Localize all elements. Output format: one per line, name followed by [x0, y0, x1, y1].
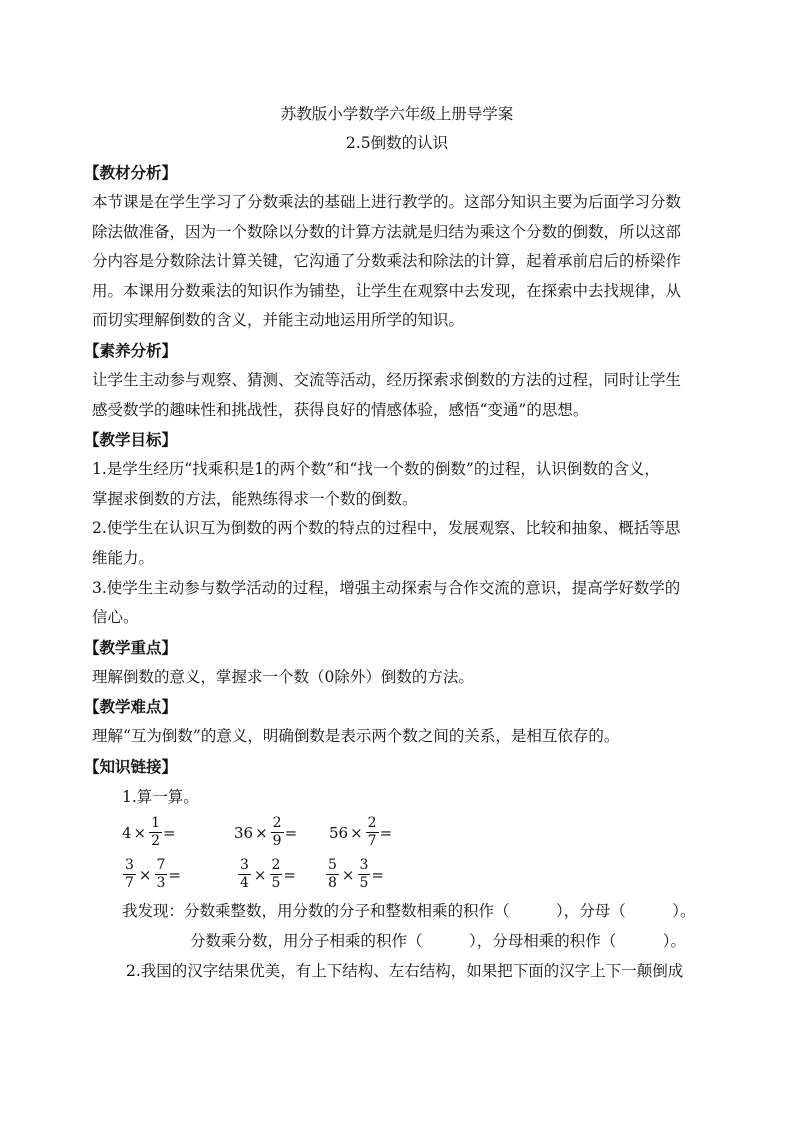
fraction	[155, 857, 168, 892]
text-line: 1.是学生经历“找乘积是1的两个数”和“找一个数的倒数”的过程，认识倒数的含义，	[92, 460, 660, 479]
numerator: 2	[271, 857, 281, 874]
heading-nandian: 【教学难点】	[84, 697, 178, 717]
fraction	[270, 857, 283, 892]
denominator: 7	[367, 833, 377, 850]
equals-sign: =	[284, 823, 298, 842]
numerator: 2	[272, 815, 282, 832]
equals-sign: =	[371, 865, 384, 884]
text-line: 本节课是在学生学习了分数乘法的基础上进行教学的。这部分知识主要为后面学习分数	[92, 193, 682, 211]
document-page	[84, 100, 704, 986]
doc-subtitle: 2.5倒数的认识	[345, 134, 449, 152]
numerator: 5	[328, 857, 337, 874]
fraction	[149, 815, 162, 850]
times-sign: ×	[255, 823, 268, 842]
para-jiaocai	[92, 188, 704, 336]
numerator: 1	[151, 815, 161, 832]
text-line: 理解倒数的意义，掌握求一个数（0除外）倒数的方法。	[92, 667, 474, 686]
equals-sign: =	[283, 865, 296, 884]
question-2: 2.我国的汉字结果优美，有上下结构、左右结构，如果把下面的汉字上下一颠倒成	[126, 961, 684, 980]
text-line: 用。本课用分数乘法的知识作为铺垫，让学生在观察中去发现，在探索中去找规律，从	[92, 281, 682, 300]
equals-sign: =	[379, 823, 393, 842]
para-suyang	[92, 366, 704, 425]
integer: 36	[234, 823, 254, 842]
text-line: 维能力。	[92, 548, 155, 567]
fraction	[271, 815, 284, 850]
heading-suyang: 【素养分析】	[84, 340, 178, 360]
fraction	[238, 857, 251, 892]
text-line: 3.使学生主动参与数学活动的过程，增强主动探索与合作交流的意识，提高学好数学的	[92, 578, 681, 597]
fraction	[326, 857, 339, 892]
finding-1: 我发现：分数乘整数，用分数的分子和整数相乘的积作（ ），分母（ ）。	[122, 901, 696, 920]
denominator: 3	[156, 875, 166, 892]
integer: 56	[329, 823, 349, 842]
text-line: 感受数学的趣味性和挑战性，获得良好的情感体验，感悟“变通”的思想。	[92, 400, 589, 419]
para-zhongdian	[92, 663, 704, 693]
question-1: 1.算一算。	[122, 787, 199, 806]
denominator: 9	[272, 833, 282, 850]
times-sign: ×	[133, 823, 147, 842]
denominator: 8	[328, 875, 337, 892]
finding-2: 分数乘分数，用分子相乘的积作（ ），分母相乘的积作（ ）。	[190, 931, 687, 950]
numerator: 2	[367, 815, 377, 832]
heading-mubiao: 【教学目标】	[84, 430, 178, 450]
expr	[122, 854, 181, 896]
text-line: 理解“互为倒数”的意义，明确倒数是表示两个数之间的关系，是相互依存的。	[92, 727, 620, 746]
expr	[237, 854, 296, 896]
numerator: 3	[240, 857, 249, 874]
fraction	[123, 857, 136, 892]
heading-lianjie: 【知识链接】	[84, 756, 178, 776]
heading-zhongdian: 【教学重点】	[84, 637, 178, 657]
integer: 4	[122, 823, 132, 842]
expr	[325, 854, 384, 896]
fraction	[358, 857, 371, 892]
times-sign: ×	[138, 865, 152, 884]
expr	[329, 812, 392, 854]
doc-title: 苏教版小学数学六年级上册导学案	[280, 105, 514, 123]
text-line: 除法做准备，因为一个数除以分数的计算方法就是归结为乘这个分数的倒数，所以这部	[92, 222, 682, 241]
equals-sign: =	[163, 823, 176, 842]
fraction	[366, 815, 379, 850]
equals-sign: =	[168, 865, 181, 884]
denominator: 4	[240, 875, 249, 892]
expr	[234, 812, 297, 854]
text-line: 掌握求倒数的方法，能熟练得求一个数的倒数。	[92, 489, 418, 508]
text-line: 而切实理解倒数的含义，并能主动地运用所学的知识。	[92, 311, 465, 330]
text-line: 信心。	[92, 608, 139, 627]
expr	[122, 812, 176, 854]
numerator: 3	[125, 857, 134, 874]
text-line: 2.使学生在认识互为倒数的两个数的特点的过程中，发展观察、比较和抽象、概括等思	[92, 519, 681, 538]
heading-jiaocai: 【教材分析】	[84, 163, 178, 182]
times-sign: ×	[341, 865, 355, 884]
denominator: 2	[151, 833, 161, 850]
numerator: 7	[156, 857, 166, 874]
denominator: 5	[271, 875, 281, 892]
denominator: 5	[359, 875, 369, 892]
text-line: 让学生主动参与观察、猜测、交流等活动，经历探索求倒数的方法的过程，同时让学生	[92, 370, 682, 389]
text-line: 分内容是分数除法计算关键，它沟通了分数乘法和除法的计算，起着承前启后的桥梁作	[92, 252, 682, 271]
times-sign: ×	[253, 865, 267, 884]
times-sign: ×	[350, 823, 363, 842]
para-mubiao	[92, 455, 704, 633]
math-row-1	[92, 812, 704, 854]
math-row-2	[92, 854, 704, 896]
para-nandian	[92, 722, 704, 752]
denominator: 7	[125, 875, 134, 892]
numerator: 3	[359, 857, 369, 874]
